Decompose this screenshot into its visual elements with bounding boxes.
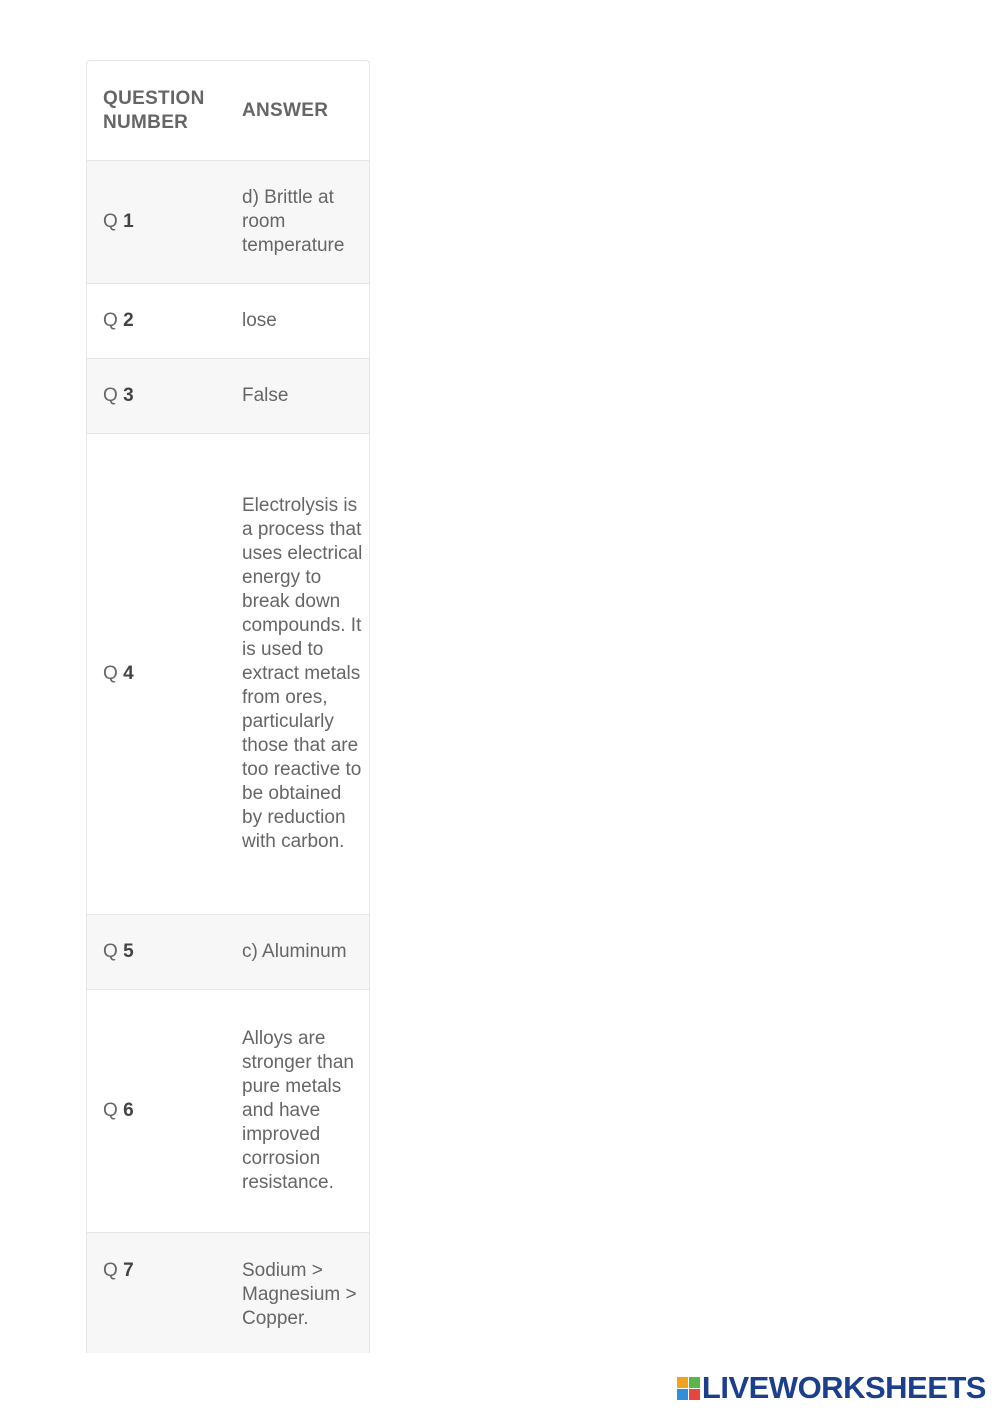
answer-cell: c) Aluminum xyxy=(227,915,369,990)
table-row xyxy=(87,359,369,434)
question-cell xyxy=(87,915,227,990)
liveworksheets-logo-icon xyxy=(677,1377,700,1400)
liveworksheets-logo xyxy=(677,1372,986,1404)
question-cell xyxy=(87,284,227,359)
question-prefix: Q xyxy=(103,1260,118,1281)
table-row xyxy=(87,1233,369,1354)
question-prefix: Q xyxy=(103,1100,118,1121)
answer-table xyxy=(87,61,369,1353)
answer-header: ANSWER xyxy=(227,61,369,161)
question-number: 4 xyxy=(123,663,134,684)
table-row xyxy=(87,990,369,1233)
question-cell xyxy=(87,161,227,284)
question-cell xyxy=(87,359,227,434)
question-number: 6 xyxy=(123,1100,134,1121)
question-prefix: Q xyxy=(103,310,118,331)
question-number: 2 xyxy=(123,310,134,331)
table-row xyxy=(87,434,369,915)
answer-table-container xyxy=(86,60,370,1353)
question-number: 1 xyxy=(123,211,134,232)
question-prefix: Q xyxy=(103,211,118,232)
table-row xyxy=(87,915,369,990)
question-prefix: Q xyxy=(103,941,118,962)
question-cell xyxy=(87,1233,227,1354)
question-prefix: Q xyxy=(103,663,118,684)
question-number: 5 xyxy=(123,941,134,962)
answer-cell: d) Brittle at room temperature xyxy=(227,161,369,284)
answer-cell: Electrolysis is a process that uses electrical energy to break down compounds. It is used to extract metals from ores, particularly those that are too reactive to be obtained by reduction with carbon. xyxy=(227,434,369,915)
question-cell xyxy=(87,434,227,915)
table-row xyxy=(87,284,369,359)
question-number: 3 xyxy=(123,385,134,406)
question-prefix: Q xyxy=(103,385,118,406)
answer-cell: False xyxy=(227,359,369,434)
brand-name: LIVEWORKSHEETS xyxy=(701,1370,986,1405)
answer-cell: Alloys are stronger than pure metals and have improved corrosion resistance. xyxy=(227,990,369,1233)
answer-cell: Sodium > Magnesium > Copper. xyxy=(227,1233,369,1354)
table-row xyxy=(87,161,369,284)
question-cell xyxy=(87,990,227,1233)
question-number: 7 xyxy=(123,1260,134,1281)
answer-cell: lose xyxy=(227,284,369,359)
question-number-header: QUESTION NUMBER xyxy=(87,61,227,161)
table-header-row xyxy=(87,61,369,161)
